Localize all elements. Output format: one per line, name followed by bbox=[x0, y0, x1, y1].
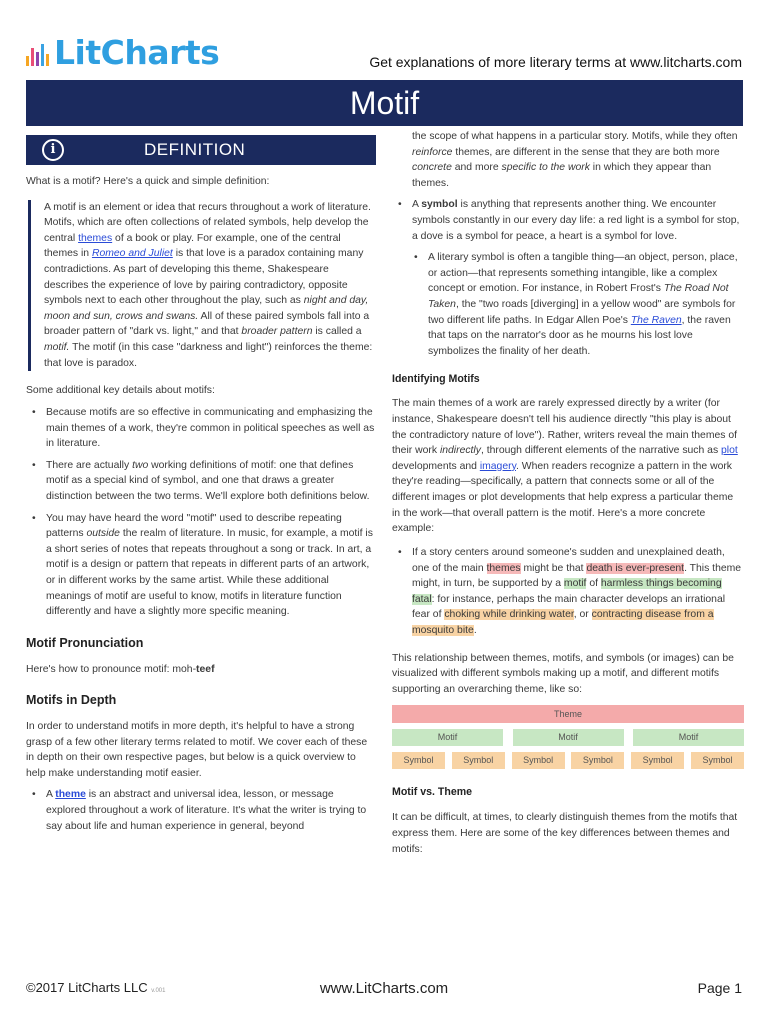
list-item bbox=[26, 405, 376, 452]
definition-header bbox=[26, 135, 376, 165]
bullet-text: is an abstract and universal idea, lesson, or message explored throughout a work of literature. It's what the writer is trying to say about life and human experience in general, beyond bbox=[46, 789, 367, 832]
identifying-heading: Identifying Motifs bbox=[392, 372, 480, 385]
bullet-text: A literary symbol is often a tangible thing—an object, person, place, or action—that represents something intangible, like a complex concept or emotion. For instance, in Robert Frost's bbox=[428, 252, 738, 295]
theme-motif-symbol-diagram bbox=[392, 705, 744, 769]
header-tagline: Get explanations of more literary terms at www.litcharts.com bbox=[369, 54, 742, 70]
diagram-theme: Theme bbox=[392, 705, 744, 723]
ex-text: , or bbox=[573, 609, 592, 621]
diagram-symbol: Symbol bbox=[631, 752, 684, 769]
right-column bbox=[392, 129, 744, 857]
romeo-and-juliet-link[interactable]: Romeo and Juliet bbox=[91, 248, 173, 260]
highlight-themes: themes bbox=[486, 562, 521, 574]
bullet-italic: The Road Not Taken bbox=[428, 283, 729, 311]
bullet-text: There are actually bbox=[46, 459, 133, 471]
ex-text: . This theme might, in turn, be supported by a bbox=[412, 562, 742, 590]
quote-text: The motif (in this case "darkness and light") reinforces the theme: that love is paradox. bbox=[44, 342, 373, 369]
diagram-motif: Motif bbox=[633, 729, 744, 746]
left-column bbox=[26, 135, 376, 834]
cont-italic: concrete bbox=[412, 162, 452, 174]
diagram-symbol: Symbol bbox=[392, 752, 445, 769]
highlight-theme: death is ever-present bbox=[586, 562, 685, 574]
highlight-motif: motif bbox=[563, 578, 587, 590]
pronunciation-text bbox=[26, 662, 376, 678]
highlight-motif-text: harmless things becoming fatal bbox=[412, 578, 722, 605]
pronunciation-body: Here's how to pronounce motif: moh- bbox=[26, 663, 197, 675]
litcharts-logo[interactable] bbox=[26, 33, 220, 72]
additional-details-intro: Some additional key details about motifs: bbox=[26, 385, 215, 397]
footer-page-number: Page 1 bbox=[697, 980, 742, 996]
ex-text: If a story centers around someone's sudden and unexplained death, one of the main bbox=[412, 546, 725, 574]
cont-text: themes, are different in the sense that they are both more bbox=[452, 146, 720, 158]
diagram-motif-row bbox=[392, 729, 744, 746]
logo-text: LitCharts bbox=[54, 33, 220, 72]
bullet-text: the realm of literature. In music, for example, a motif is a short series of notes that repeats throughout a song or track. In art, a motif is a design or pattern that repeats in different parts of an artwork, or in different works by the same artist. While these additional meanings of motif are useful to know, motifs in literature function differently and have a slightly more specific meaning. bbox=[46, 528, 373, 618]
cont-text: in which they appear than themes. bbox=[412, 162, 712, 189]
literary-symbol-list bbox=[392, 250, 744, 359]
highlight-symbol: contracting disease from a mosquito bite bbox=[412, 609, 714, 636]
copyright-text: ©2017 LitCharts LLC bbox=[26, 980, 148, 995]
plot-link[interactable]: plot bbox=[721, 445, 738, 457]
pronunciation-stress: teef bbox=[196, 663, 215, 675]
quote-text: A motif is an element or idea that recurs throughout a work of literature. Motifs, which are often collections of related symbols, help develop the central bbox=[44, 201, 371, 244]
ex-text: . bbox=[473, 624, 477, 636]
ex-text: of bbox=[586, 578, 601, 590]
bullet-text: , the raven that taps on the narrator's door as he mourns his lost love symbolizes the finality of her death. bbox=[428, 314, 731, 357]
bullet-text: Because motifs are so effective in communicating and emphasizing the main themes of a work, they're common in political speeches as well as in literature. bbox=[46, 406, 375, 450]
quote-text: All of these paired symbols fall into a broader pattern of "dark vs. light," and that bbox=[44, 310, 370, 338]
bullet-italic: two bbox=[132, 459, 149, 471]
quote-text: is that love is a paradox containing many contradictions. As part of developing this theme, Shakespeare describes the experience of love by pairing contradictory, opposite symbols next to each other throughout the play, such as bbox=[44, 248, 364, 307]
cont-text: the scope of what happens in a particular story. Motifs, while they often bbox=[412, 131, 738, 142]
list-item bbox=[408, 250, 744, 359]
quote-italic: night and day, moon and sun, crows and swans. bbox=[44, 295, 369, 322]
list-item bbox=[26, 511, 376, 620]
identifying-text bbox=[392, 396, 744, 536]
imagery-link[interactable]: imagery bbox=[479, 460, 516, 472]
themes-link[interactable]: themes bbox=[78, 232, 113, 244]
diagram-symbol: Symbol bbox=[691, 752, 744, 769]
relationship-text: This relationship between themes, motifs, and symbols (or images) can be visualized with different symbols making up a motif, and different motifs supporting an overarching theme, like so: bbox=[392, 652, 734, 695]
body-text: . When readers recognize a pattern in the work they're reading—specifically, a pattern that connects some or all of the different images or plot developments that help express a particular theme in the work—that overall pattern is the motif. Here's a more concrete example: bbox=[392, 460, 734, 535]
symbol-list bbox=[392, 197, 744, 244]
depth-heading: Motifs in Depth bbox=[26, 693, 117, 708]
motif-vs-theme-heading: Motif vs. Theme bbox=[392, 786, 473, 799]
diagram-symbol: Symbol bbox=[571, 752, 624, 769]
body-italic: indirectly bbox=[439, 445, 481, 457]
diagram-symbol: Symbol bbox=[512, 752, 565, 769]
info-icon: i bbox=[42, 139, 64, 161]
quote-text: of a book or play. For example, one of the central themes in bbox=[44, 232, 341, 260]
cont-text: and more bbox=[451, 162, 502, 174]
key-details-list bbox=[26, 405, 376, 620]
bullet-text: A bbox=[412, 199, 422, 211]
quote-text: is called a bbox=[312, 326, 362, 338]
depth-list bbox=[26, 787, 376, 834]
list-item bbox=[26, 787, 376, 834]
pronunciation-heading: Motif Pronunciation bbox=[26, 635, 144, 650]
list-item bbox=[392, 545, 744, 639]
bullet-text: , the "two roads [diverging] in a yellow wood" are symbols for two different life paths. In Edgar Allen Poe's bbox=[428, 299, 736, 326]
theme-continuation bbox=[392, 129, 744, 191]
definition-heading: DEFINITION bbox=[144, 140, 246, 160]
definition-intro: What is a motif? Here's a quick and simple definition: bbox=[26, 176, 270, 187]
cont-italic: reinforce bbox=[412, 146, 453, 158]
page-title: Motif bbox=[26, 80, 743, 126]
highlight-symbol: choking while drinking water bbox=[444, 609, 574, 621]
theme-link[interactable]: theme bbox=[55, 789, 86, 801]
body-text: The main themes of a work are rarely expressed directly by a writer (for instance, Shakespeare doesn't tell his audience directly "this play is about the contradictory nature of love"). Rather, writers reveal the main themes of their work bbox=[392, 398, 738, 457]
footer-site-link[interactable]: www.LitCharts.com bbox=[319, 980, 449, 997]
bullet-text: You may have heard the word "motif" used to describe repeating patterns bbox=[46, 512, 342, 540]
depth-intro: In order to understand motifs in more depth, it's helpful to have a strong grasp of a few other literary terms related to motif. We cover each of these in depth on their own respective pages, but below is a quick overview to help make understanding motif easier. bbox=[26, 720, 368, 779]
logo-bars-icon bbox=[26, 42, 49, 66]
definition-quote bbox=[28, 200, 376, 372]
ex-text: might be that bbox=[520, 562, 587, 574]
diagram-motif: Motif bbox=[392, 729, 503, 746]
diagram-symbol: Symbol bbox=[452, 752, 505, 769]
symbol-term: symbol bbox=[421, 199, 458, 211]
motif-vs-theme-text: It can be difficult, at times, to clearly distinguish themes from the motifs that express them. Here are some of the key differences between themes and motifs: bbox=[392, 812, 738, 855]
diagram-motif: Motif bbox=[513, 729, 624, 746]
ex-text: : for instance, perhaps the main character develops an irrational fear of bbox=[412, 593, 726, 621]
cont-italic: specific to the work bbox=[501, 162, 590, 174]
version-text: v.001 bbox=[151, 988, 166, 994]
quote-italic: motif. bbox=[44, 342, 70, 354]
diagram-symbol-row bbox=[392, 752, 744, 769]
bullet-text: is anything that represents another thing. We encounter symbols constantly in our every day life: a red light is a symbol for stop, a dove is a symbol for peace, a heart is a symbol for love. bbox=[412, 199, 740, 242]
quote-italic: broader pattern bbox=[241, 326, 313, 338]
body-text: , through different elements of the narrative such as bbox=[480, 445, 722, 457]
bullet-text: A bbox=[46, 789, 56, 801]
body-text: developments and bbox=[392, 460, 480, 472]
the-raven-link[interactable]: The Raven bbox=[630, 314, 682, 326]
list-item bbox=[392, 197, 744, 244]
bullet-italic: outside bbox=[86, 528, 120, 540]
bullet-text: working definitions of motif: one that defines motif as a special kind of symbol, and one that draws a greater distinction between the two terms. We'll explore both definitions below. bbox=[46, 459, 370, 502]
example-list bbox=[392, 545, 744, 639]
list-item bbox=[26, 458, 376, 505]
